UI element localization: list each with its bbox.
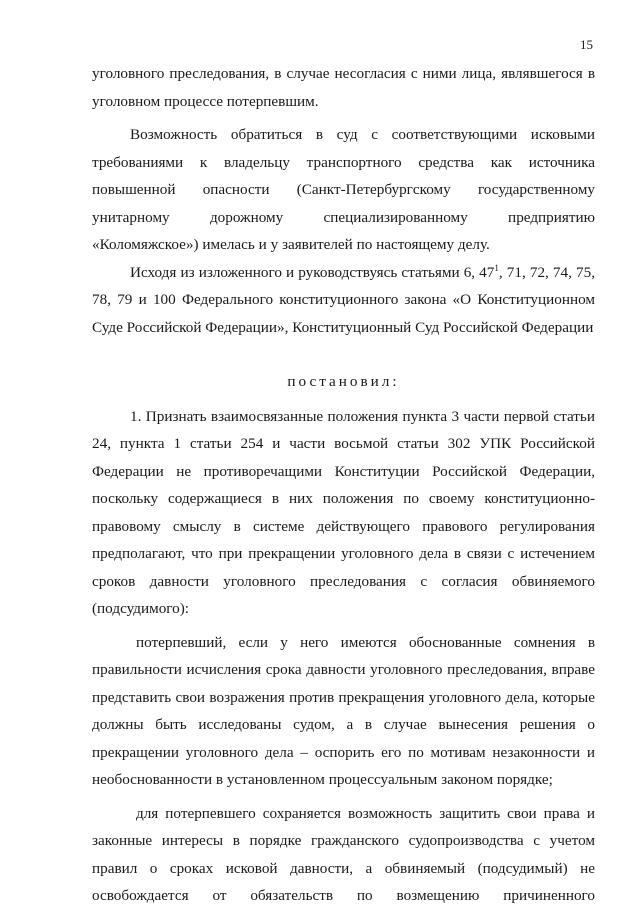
paragraph-continuation: уголовного преследования, в случае несогласия с ними лица, являвшегося в уголовном процессе потерпевшим. [92, 65, 595, 110]
grounds-text-end: , 71, 72, 74, 75, 78, 79 и 100 Федерального конституционного закона «О Конституционном Суде Российской Федерации», Конституционный Суд Российской Федерации [92, 263, 595, 336]
grounds-superscript: 1 [494, 262, 499, 273]
document-body [92, 60, 595, 910]
paragraph-point-1: 1. Признать взаимосвязанные положения пункта 3 части первой статьи 24, пункта 1 статьи 254 и части восьмой статьи 302 УПК Российской Федерации не противоречащими Конституции Российской Федерации, поскольку содержащиеся в них положения по своему конституционно-правовому смыслу в системе действующего правового регулирования предполагают, что при прекращении уголовного дела в связи с истечением сроков давности уголовного преследования с согласия обвиняемого (подсудимого): [92, 407, 595, 617]
paragraph-victim-rights: потерпевший, если у него имеются обоснованные сомнения в правильности исчисления срока давности уголовного преследования, вправе представить свои возражения против прекращения уголовного дела, которые должны быть исследованы судом, а в случае вынесения решения о прекращении уголовного дела – оспорить его по мотивам незаконности и необоснованности в установленном процессуальным законом порядке; [92, 633, 595, 788]
paragraph-possibility: Возможность обратиться в суд с соответствующими исковыми требованиями к владельцу транспортного средства как источника повышенной опасности (Санкт-Петербургскому государственному унитарному дорожному специализированному предприятию «Коломяжское») имелась и у заявителей по настоящему делу. [92, 126, 595, 253]
resolution-heading: постановил: [287, 373, 400, 390]
page-number: 15 [580, 37, 593, 52]
paragraph-grounds [92, 259, 595, 342]
paragraph-civil-proceedings: для потерпевшего сохраняется возможность защитить свои права и законные интересы в порядке гражданского судопроизводства с учетом правил о сроках исковой давности, а обвиняемый (подсудимый) не освобождается от обязательств по возмещению причиненного [92, 804, 595, 904]
grounds-text-start: Исходя из изложенного и руководствуясь статьями 6, 47 [130, 263, 495, 281]
